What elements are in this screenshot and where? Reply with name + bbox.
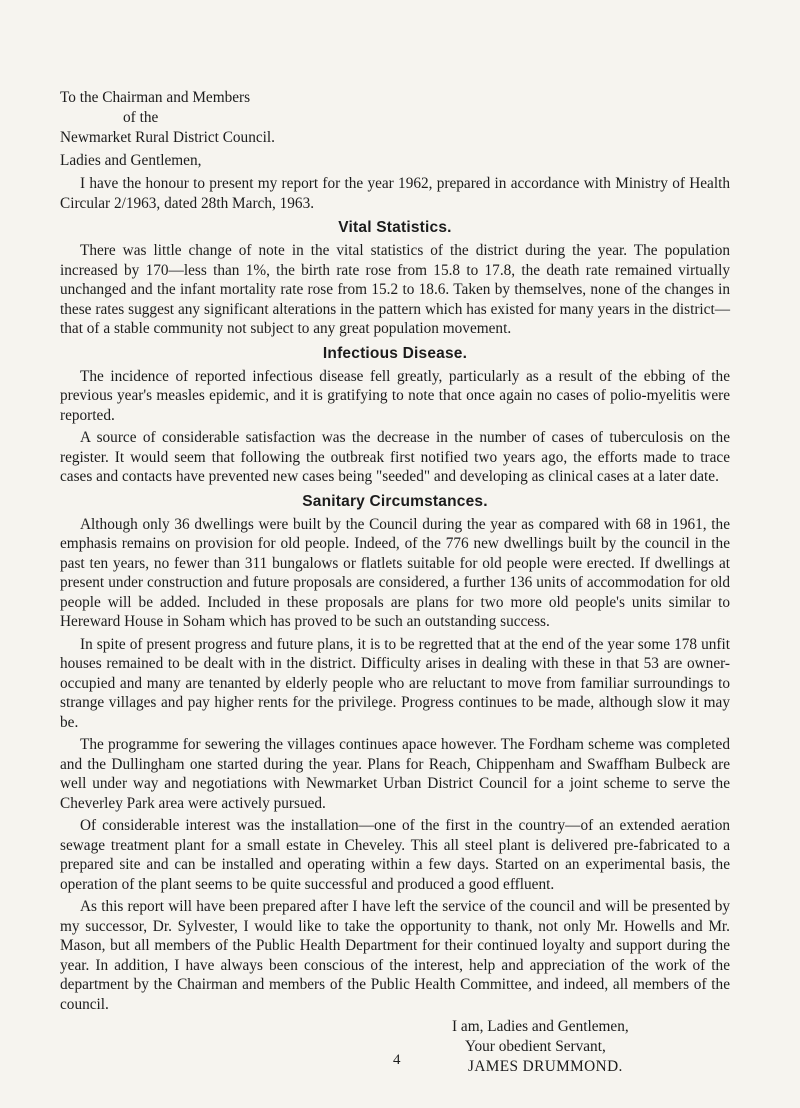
paragraph: A source of considerable satisfaction was the decrease in the number of cases of tuberculosis on the register. It would seem that following the outbreak first notified two years ago, the efforts made to trace cases and contacts have prevented new cases being "seeded" and developing as clinical cases at a later date. bbox=[60, 429, 730, 485]
address-line-3: Newmarket Rural District Council. bbox=[60, 129, 275, 146]
section-heading-infectious-disease: Infectious Disease. bbox=[322, 344, 468, 362]
paragraph: Of considerable interest was the installation—one of the first in the country—of an extended aeration sewage treatment plant for a small estate in Cheveley. This all steel plant is delivered pre-fabricated to a prepared site and can be installed and operating within a few days. Started on an experimental basis, the operation of the plant seems to be quite successful and produced a good effluent. bbox=[60, 817, 730, 893]
paragraph: As this report will have been prepared after I have left the service of the council and will be presented by my successor, Dr. Sylvester, I would like to take the opportunity to thank, not only Mr. Howells and Mr. Mason, but all members of the Public Health Department for their continued loyalty and support during the year. In addition, I have always been conscious of the interest, help and appreciation of the work of the department by the Chairman and members of the Public Health Committee, and indeed, all members of the council. bbox=[60, 898, 730, 1013]
page-number: 4 bbox=[393, 1052, 401, 1068]
closing-line-1: I am, Ladies and Gentlemen, bbox=[452, 1018, 629, 1035]
paragraph: Although only 36 dwellings were built by the Council during the year as compared with 68 in 1961, the emphasis remains on provision for old people. Indeed, of the 776 new dwellings built by the council in the past ten years, no fewer than 311 bungalows or flatlets suitable for old people were erected. If dwellings at present under construction and future proposals are considered, a further 136 units of accommodation for old people will be added. Included in these proposals are plans for two more old people's units similar to Hereward House in Soham which has proved to be such an outstanding success. bbox=[60, 515, 730, 630]
paragraph: In spite of present progress and future plans, it is to be regretted that at the end of the year some 178 unfit houses remained to be dealt with in the district. Difficulty arises in dealing with these in that 53 are owner-occupied and many are tenanted by elderly people who are reluctant to move from familiar surroundings to strange villages and pay higher rents for the privilege. Progress continues to be made, although slow it may be. bbox=[60, 635, 730, 731]
signature: JAMES DRUMMOND. bbox=[468, 1058, 623, 1075]
paragraph: There was little change of note in the vital statistics of the district during the year. The population increased by 170—less than 1%, the birth rate rose from 15.8 to 17.8, the death rate remained virtually unchanged and the infant mortality rate rose from 15.2 to 18.6. Taken by themselves, none of the changes in these rates suggest any significant alterations in the pattern which has existed for many years in the district—that of a stable community not subject to any great population movement. bbox=[60, 242, 730, 337]
address-line-2: of the bbox=[123, 109, 159, 126]
intro-paragraph: I have the honour to present my report for the year 1962, prepared in accordance with Ministry of Health Circular 2/1963, dated 28th March, 1963. bbox=[60, 175, 730, 212]
section-heading-vital-statistics: Vital Statistics. bbox=[338, 219, 452, 236]
paragraph: The incidence of reported infectious disease fell greatly, particularly as a result of the ebbing of the previous year's measles epidemic, and it is gratifying to note that once again no cases of polio-myelitis were reported. bbox=[60, 367, 730, 424]
salutation: Ladies and Gentlemen, bbox=[60, 152, 202, 169]
section-heading-sanitary-circumstances: Sanitary Circumstances. bbox=[302, 492, 488, 510]
paragraph: The programme for sewering the villages continues apace however. The Fordham scheme was completed and the Dullingham one started during the year. Plans for Reach, Chippenham and Swaffham Bulbeck are well under way and negotiations with Newmarket Urban District Council for a joint scheme to serve the Cheverley Park area were actively pursued. bbox=[60, 736, 730, 812]
address-line-1: To the Chairman and Members bbox=[60, 89, 251, 106]
closing-line-2: Your obedient Servant, bbox=[465, 1038, 606, 1055]
